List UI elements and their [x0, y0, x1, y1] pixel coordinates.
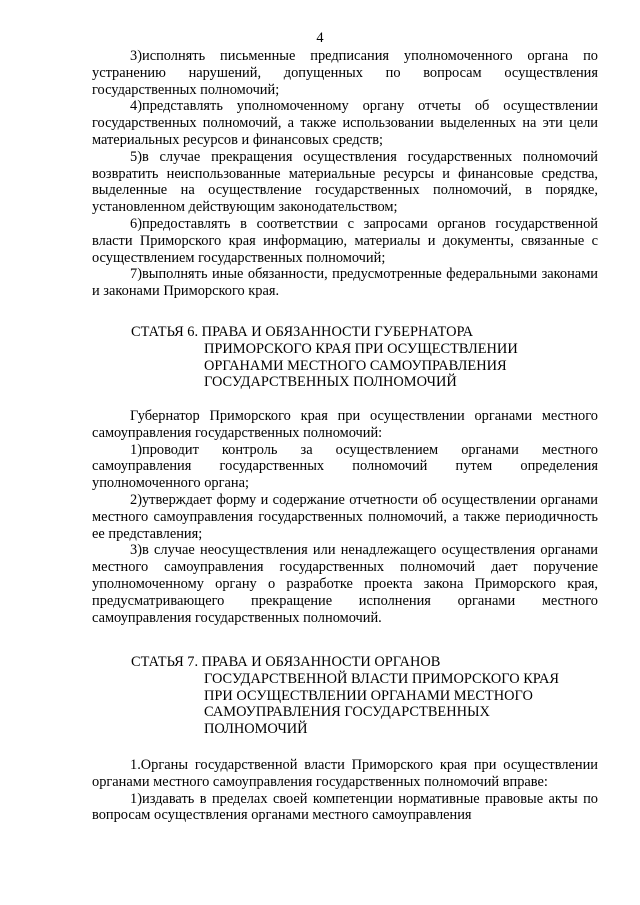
- page-number: 4: [316, 30, 324, 46]
- list-item: 6)предоставлять в соответствии с запросами органов государственной власти Приморского края информацию, материалы и документы, связанные с осуществлением государственных полномочий;: [92, 215, 598, 266]
- paragraph: 1.Органы государственной власти Приморского края при осуществлении органами местного самоуправления государственных полномочий вправе:: [92, 757, 598, 790]
- article-7-body: [92, 757, 598, 824]
- article-6-body: [92, 408, 598, 626]
- paragraph: Губернатор Приморского края при осуществлении органами местного самоуправления государственных полномочий:: [92, 408, 598, 441]
- heading-line: СТАТЬЯ 6. ПРАВА И ОБЯЗАННОСТИ ГУБЕРНАТОРА: [131, 324, 474, 340]
- heading-line: САМОУПРАВЛЕНИЯ ГОСУДАРСТВЕННЫХ: [204, 704, 490, 721]
- list-item: 3)в случае неосуществления или ненадлежащего осуществления органами местного самоуправления государственных полномочий дает поручение уполномоченному органу о разработке проекта закона Приморского края, предусматривающего прекращение исполнения органами местного самоуправления государственных полномочий.: [92, 542, 598, 626]
- heading-line: ОРГАНАМИ МЕСТНОГО САМОУПРАВЛЕНИЯ: [204, 357, 507, 374]
- heading-line: ГОСУДАРСТВЕННОЙ ВЛАСТИ ПРИМОРСКОГО КРАЯ: [204, 670, 559, 687]
- list-item: 2)утверждает форму и содержание отчетности об осуществлении органами местного самоуправления государственных полномочий, а также периодичность ее представления;: [92, 491, 598, 542]
- heading-line: ПРИМОРСКОГО КРАЯ ПРИ ОСУЩЕСТВЛЕНИИ: [204, 340, 518, 357]
- article-7-heading: [131, 654, 601, 738]
- list-item: 4)представлять уполномоченному органу отчеты об осуществлении государственных полномочий, а также использовании выделенных на эти цели материальных ресурсов и финансовых средств;: [92, 98, 598, 148]
- list-item: 5)в случае прекращения осуществления государственных полномочий возвратить неиспользованные материальные ресурсы и финансовые средства, выделенные на осуществление государственных полномочий, в порядке, установленном действующим законодательством;: [92, 148, 598, 216]
- list-item: 1)издавать в пределах своей компетенции нормативные правовые акты по вопросам осуществления органами местного самоуправления: [92, 790, 598, 824]
- heading-line: ГОСУДАРСТВЕННЫХ ПОЛНОМОЧИЙ: [204, 374, 457, 391]
- list-item: 1)проводит контроль за осуществлением органами местного самоуправления государственных полномочий путем определения уполномоченного органа;: [92, 441, 598, 492]
- heading-line: ПРИ ОСУЩЕСТВЛЕНИИ ОРГАНАМИ МЕСТНОГО: [204, 687, 533, 704]
- heading-line: ПОЛНОМОЧИЙ: [204, 721, 308, 738]
- article-6-heading: [131, 324, 601, 391]
- heading-line: СТАТЬЯ 7. ПРАВА И ОБЯЗАННОСТИ ОРГАНОВ: [131, 654, 441, 670]
- obligations-list: [92, 48, 598, 300]
- list-item: 7)выполнять иные обязанности, предусмотренные федеральными законами и законами Приморского края.: [92, 266, 598, 300]
- list-item: 3)исполнять письменные предписания уполномоченного органа по устранению нарушений, допущенных по вопросам осуществления государственных полномочий;: [92, 48, 598, 98]
